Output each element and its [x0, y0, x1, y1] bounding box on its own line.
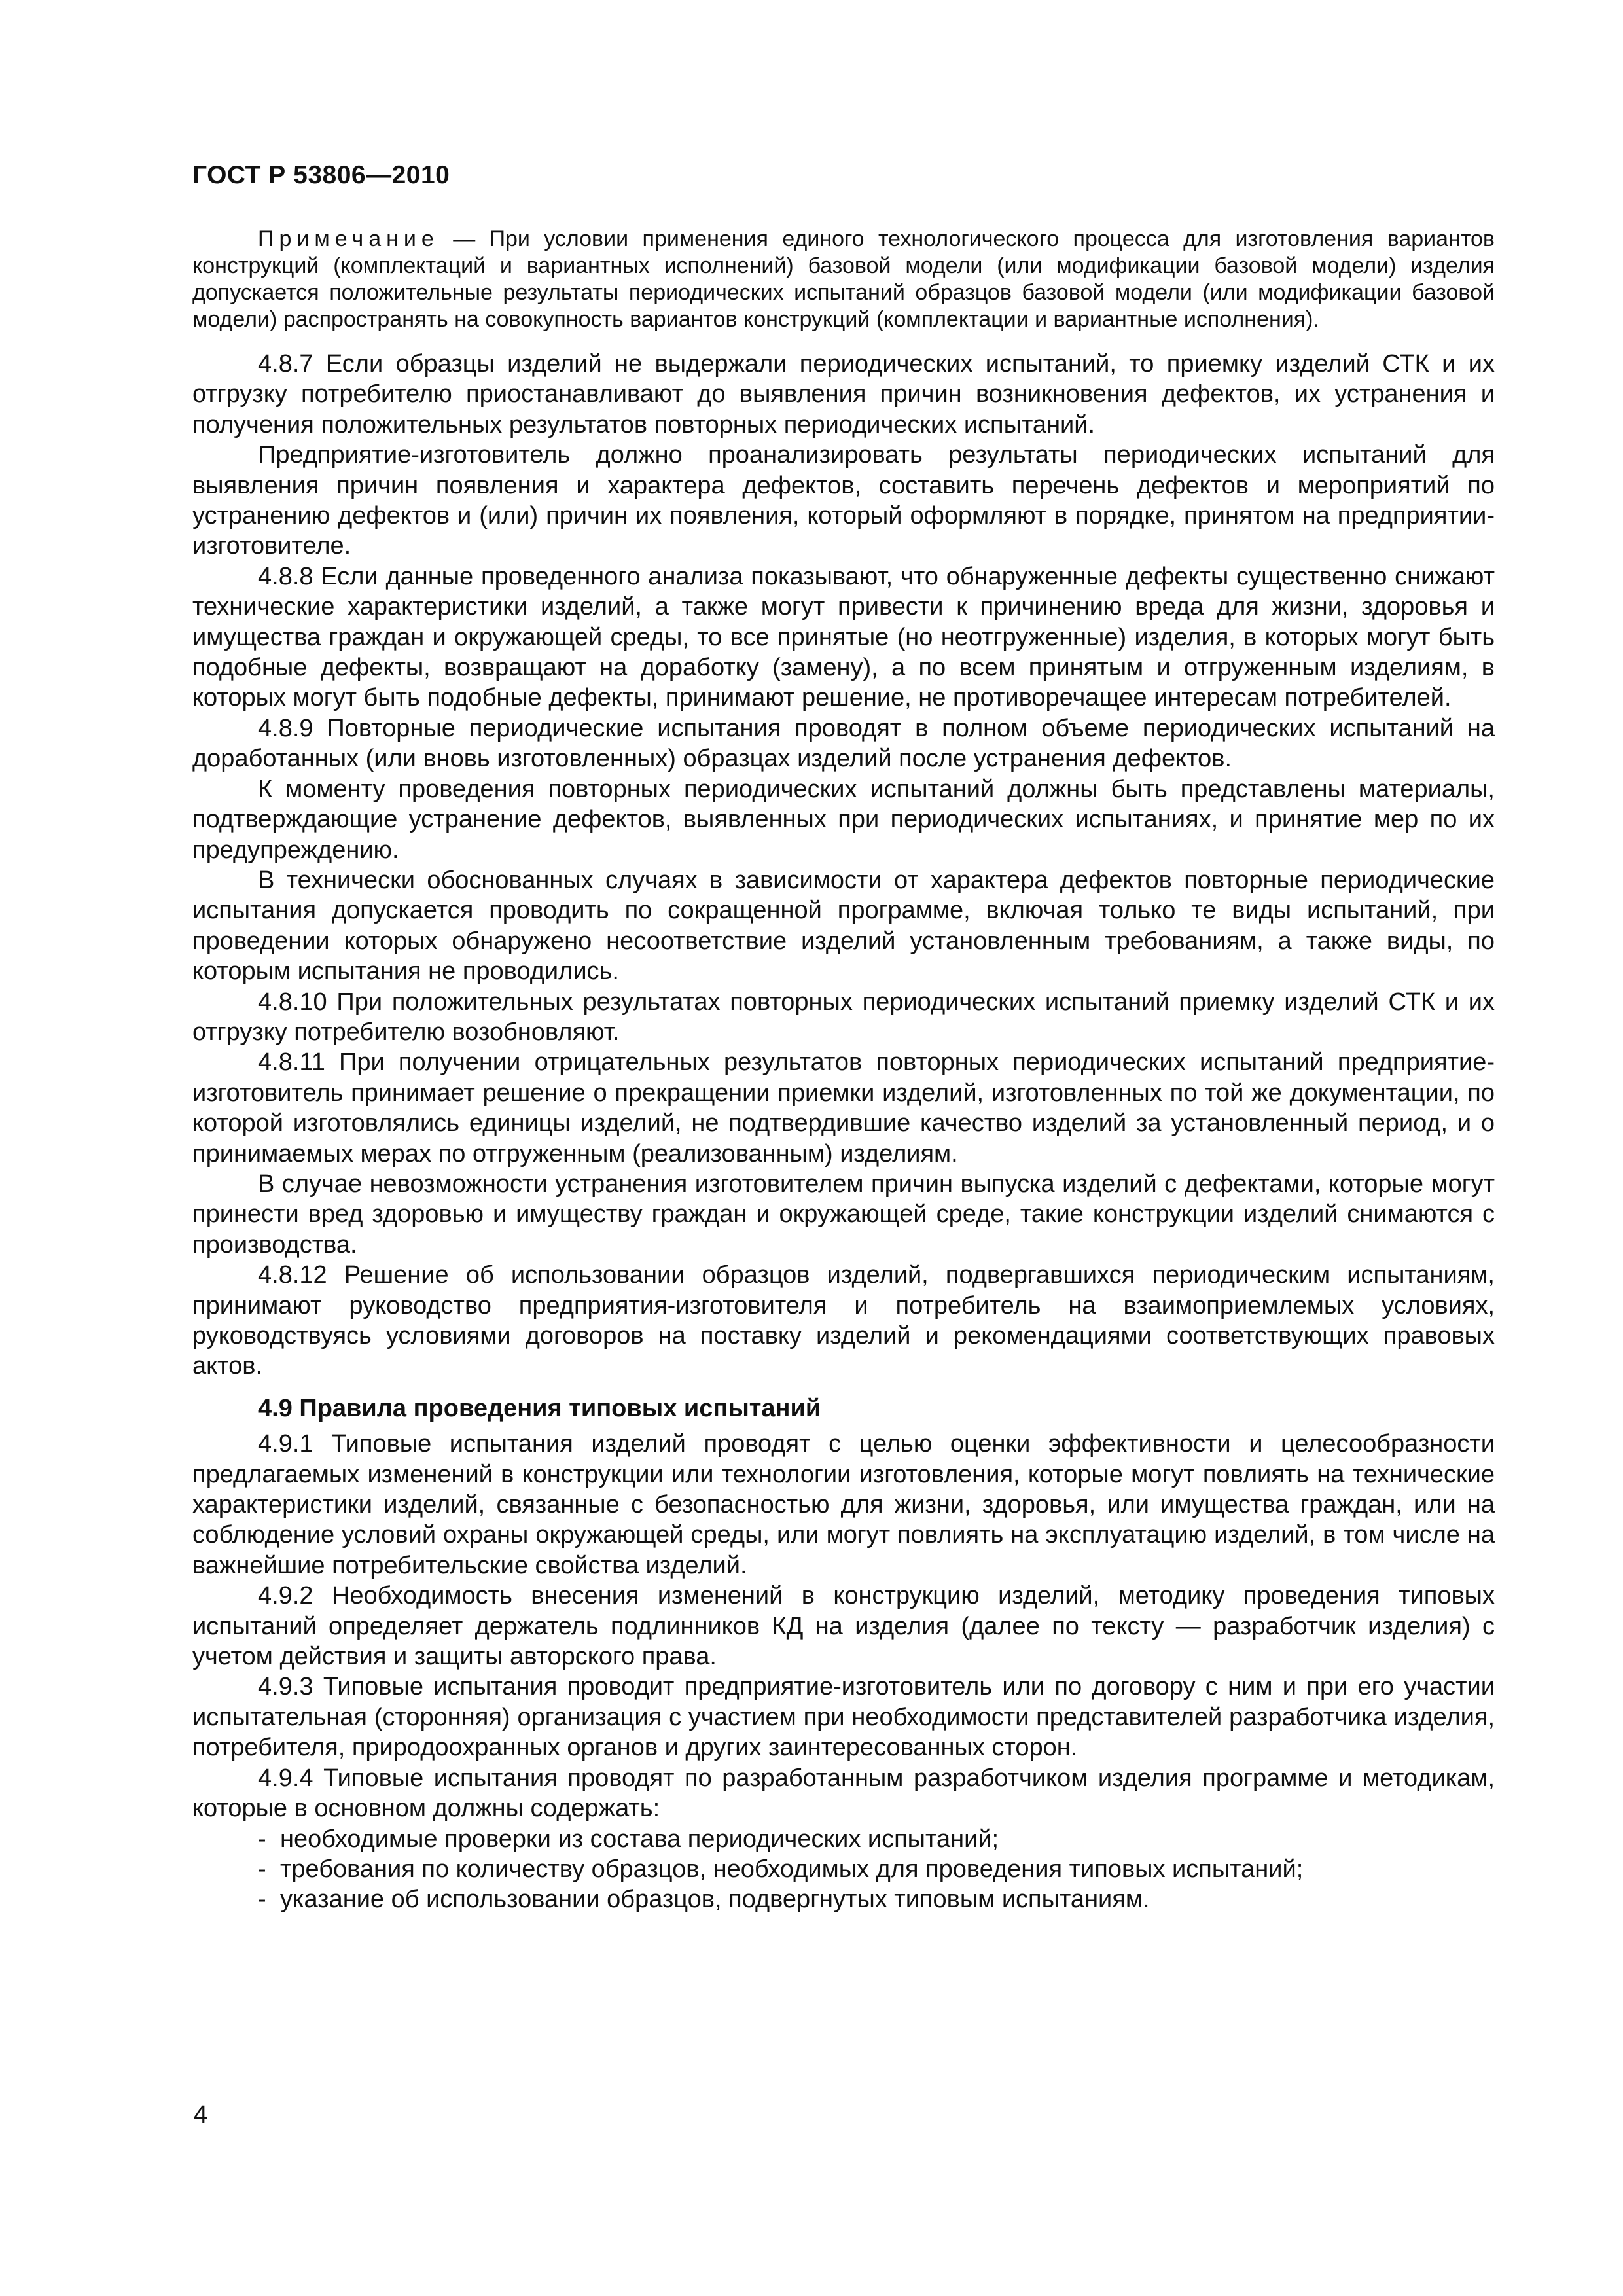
list-bullet: - — [258, 1825, 266, 1853]
paragraph-4-8-11: 4.8.11 При получении отрицательных результатов повторных периодических испытаний предприятие-изготовитель принимает решение о прекращении приемки изделий, изготовленных по той же документации, по которой изготовлялись единицы изделий, не подтвердившие качество изделий за установленный период, и о принимаемых мерах по отгруженным (реализованным) изделиям. — [192, 1049, 1495, 1168]
paragraph-4-9-2: 4.9.2 Необходимость внесения изменений в конструкцию изделий, методику проведения типовых испытаний определяет держатель подлинников КД на изделия (далее по тексту — разработчик изделия) с учетом действия и защиты авторского права. — [192, 1582, 1495, 1671]
note-paragraph — [192, 226, 1495, 333]
list-item-text: указание об использовании образцов, подвергнутых типовым испытаниям. — [280, 1886, 1150, 1914]
page-number: 4 — [194, 2101, 208, 2128]
paragraph-4-8-7: 4.8.7 Если образцы изделий не выдержали периодических испытаний, то приемку изделий СТК и их отгрузку потребителю приостанавливают до выявления причин возникновения дефектов, их устранения и получения положительных результатов повторных периодических испытаний. — [192, 350, 1495, 439]
paragraph-4-8-12: 4.8.12 Решение об использовании образцов изделий, подвергавшихся периодическим испытаниям, принимают руководство предприятия-изготовителя и потребитель на взаимоприемлемых условиях, руководствуясь условиями договоров на поставку изделий и рекомендациями соответствующих правовых актов. — [192, 1261, 1495, 1380]
list-item-text: необходимые проверки из состава периодических испытаний; — [280, 1825, 999, 1853]
paragraph-4-8-10: 4.8.10 При положительных результатах повторных периодических испытаний приемку изделий СТК и их отгрузку потребителю возобновляют. — [192, 988, 1495, 1046]
paragraph-4-9-3: 4.9.3 Типовые испытания проводит предприятие-изготовитель или по договору с ним и при его участии испытательная (сторонняя) организация с участием при необходимости представителей разработчика изделия, потребителя, природоохранных органов и других заинтересованных сторон. — [192, 1673, 1495, 1762]
list-bullet: - — [258, 1886, 266, 1914]
list-bullet: - — [258, 1855, 266, 1883]
requirements-list — [192, 1824, 1495, 1915]
note-label: Примечание — [258, 226, 439, 251]
paragraph-reduced-program: В технически обоснованных случаях в зависимости от характера дефектов повторные периодические испытания допускается проводить по сокращенной программе, включая только те виды испытаний, при проведении которых обнаружено несоответствие изделий установленным требованиям, а также виды, по которым испытания не проводились. — [192, 866, 1495, 986]
list-item — [192, 1824, 1495, 1854]
paragraph-4-9-4: 4.9.4 Типовые испытания проводят по разработанным разработчиком изделия программе и методикам, которые в основном должны содержать: — [192, 1764, 1495, 1823]
paragraph-analysis: Предприятие-изготовитель должно проанализировать результаты периодических испытаний для выявления причин появления и характера дефектов, составить перечень дефектов и мероприятий по устранению дефектов и (или) причин их появления, который оформляют в порядке, принятом на предприятии-изготовителе. — [192, 441, 1495, 560]
paragraph-4-8-8: 4.8.8 Если данные проведенного анализа показывают, что обнаруженные дефекты существенно снижают технические характеристики изделий, а также могут привести к причинению вреда для жизни, здоровья и имущества граждан и окружающей среды, то все принятые (но неотгруженные) изделия, в которых могут быть подобные дефекты, возвращают на доработку (замену), а по всем принятым и отгруженным изделиям, в которых могут быть подобные дефекты, принимают решение, не противоречащее интересам потребителей. — [192, 562, 1495, 712]
note-text: — При условии применения единого технологического процесса для изготовления вариантов конструкций (комплектаций и вариантных исполнений) базовой модели (или модификации базовой модели) изделия допускается положительные результаты периодических испытаний образцов базовой модели (или модификации базовой модели) распространять на совокупность вариантов конструкций (комплектации и вариантные исполнения). — [192, 226, 1495, 332]
list-item — [192, 1884, 1495, 1914]
list-item-text: требования по количеству образцов, необходимых для проведения типовых испытаний; — [280, 1855, 1304, 1883]
paragraph-4-9-1: 4.9.1 Типовые испытания изделий проводят с целью оценки эффективности и целесообразности предлагаемых изменений в конструкции или технологии изготовления, которые могут повлиять на технические характеристики изделий, связанные с безопасностью для жизни, здоровья, или имущества граждан, или на соблюдение условий охраны окружающей среды, или могут повлиять на эксплуатацию изделий, в том числе на важнейшие потребительские свойства изделий. — [192, 1430, 1495, 1579]
paragraph-production-removal: В случае невозможности устранения изготовителем причин выпуска изделий с дефектами, которые могут принести вред здоровью и имуществу граждан и окружающей среде, такие конструкции изделий снимаются с производства. — [192, 1170, 1495, 1259]
document-body — [192, 226, 1495, 1915]
paragraph-materials: К моменту проведения повторных периодических испытаний должны быть представлены материалы, подтверждающие устранение дефектов, выявленных при периодических испытаниях, и принятие мер по их предупреждению. — [192, 775, 1495, 864]
paragraph-4-8-9: 4.8.9 Повторные периодические испытания проводят в полном объеме периодических испытаний на доработанных (или вновь изготовленных) образцах изделий после устранения дефектов. — [192, 714, 1495, 773]
document-header-title: ГОСТ Р 53806—2010 — [192, 161, 450, 189]
list-item — [192, 1854, 1495, 1884]
section-heading-4-9: 4.9 Правила проведения типовых испытаний — [258, 1394, 821, 1422]
